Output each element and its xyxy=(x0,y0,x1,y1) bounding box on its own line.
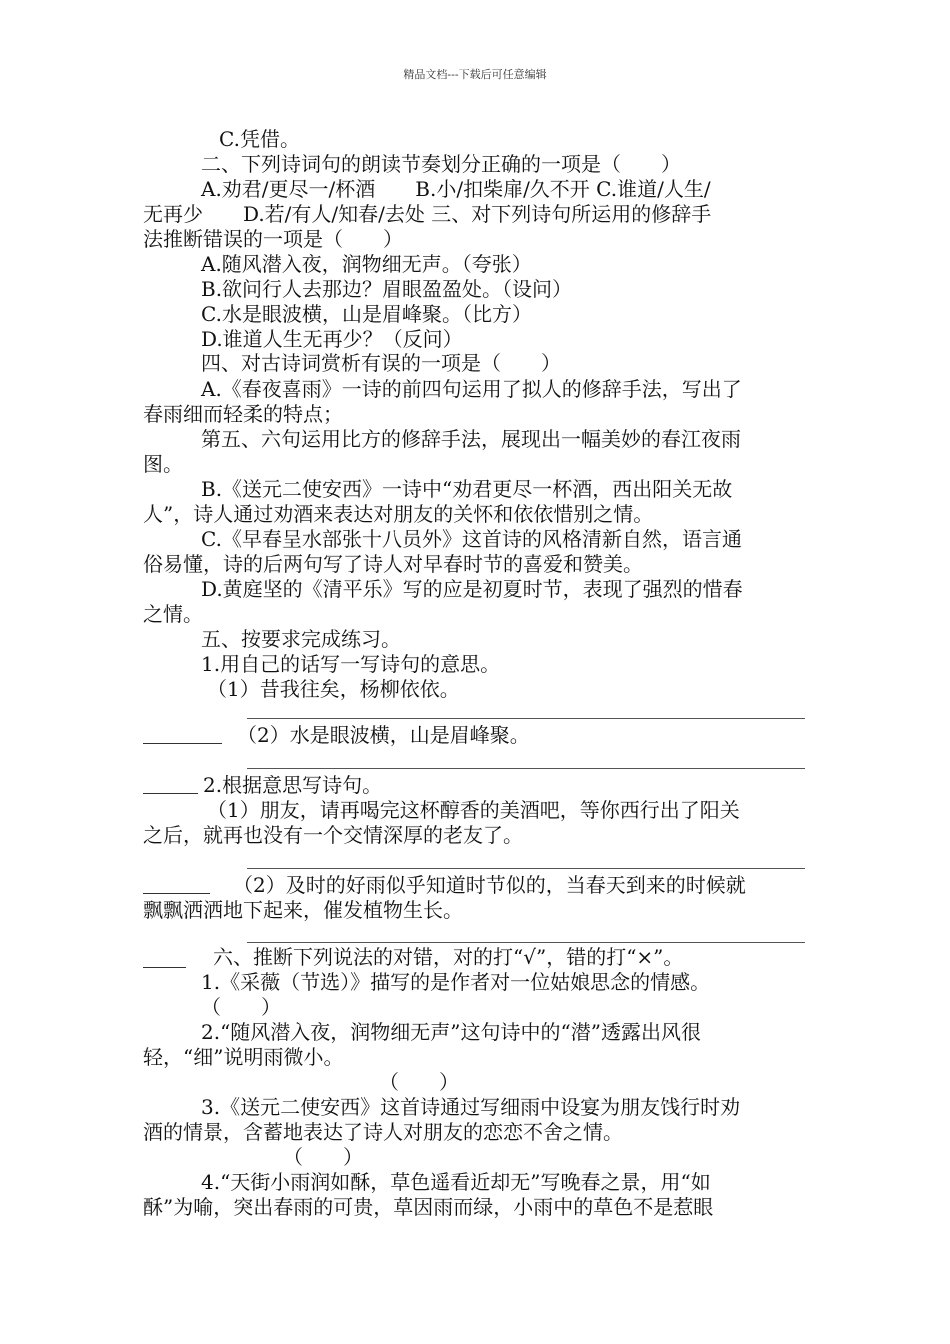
section-heading: 四、对古诗词赏析有误的一项是（ ） xyxy=(201,351,561,375)
text-line: （1）昔我往矣，杨柳依依。 xyxy=(207,677,460,701)
section-heading: 二、下列诗词句的朗读节奏划分正确的一项是（ ） xyxy=(201,152,681,176)
text-line: 1.《采薇（节选）》描写的是作者对一位姑娘思念的情感。 xyxy=(201,970,711,994)
text-line: 1.用自己的话写一写诗句的意思。 xyxy=(201,652,501,676)
text-line: 酥”为喻，突出春雨的可贵，草因雨而绿，小雨中的草色不是惹眼 xyxy=(143,1195,714,1219)
option-line: C.水是眼波横，山是眉峰聚。（比方） xyxy=(201,302,532,326)
section-heading: 五、按要求完成练习。 xyxy=(201,627,401,651)
section-heading: 六、推断下列说法的对错，对的打“√”，错的打“×”。 xyxy=(213,945,684,969)
text-line: 人”，诗人通过劝酒来表达对朋友的关怀和依依惜别之情。 xyxy=(143,502,654,526)
text-line: （1）朋友，请再喝完这杯醇香的美酒吧，等你西行出了阳关 xyxy=(207,798,740,822)
answer-blank[interactable] xyxy=(143,793,198,794)
answer-bracket[interactable]: （ ） xyxy=(379,1070,459,1094)
answer-blank[interactable] xyxy=(143,967,186,968)
text-line: A.劝君/更尽一/杯酒 B.小/扣柴扉/久不开 C.谁道/人生/ xyxy=(201,177,711,201)
text-line: 3.《送元二使安西》这首诗通过写细雨中设宴为朋友饯行时劝 xyxy=(201,1095,741,1119)
answer-bracket[interactable]: （ ） xyxy=(283,1145,363,1169)
option-line: A.《春夜喜雨》一诗的前四句运用了拟人的修辞手法，写出了 xyxy=(201,377,742,401)
text-line: 2.“随风潜入夜，润物细无声”这句诗中的“潜”透露出风很 xyxy=(201,1020,701,1044)
page-header: 精品文档---下载后可任意编辑 xyxy=(403,68,547,81)
text-line: C.凭借。 xyxy=(219,127,300,151)
answer-blank[interactable] xyxy=(143,893,210,894)
text-line: 4.“天街小雨润如酥，草色遥看近却无”写晚春之景，用“如 xyxy=(201,1170,711,1194)
answer-line[interactable] xyxy=(247,768,805,769)
answer-blank[interactable] xyxy=(143,743,222,744)
text-line: 酒的情景，含蓄地表达了诗人对朋友的恋恋不舍之情。 xyxy=(143,1120,623,1144)
text-line: 之后，就再也没有一个交情深厚的老友了。 xyxy=(143,823,523,847)
text-line: 轻，“细”说明雨微小。 xyxy=(143,1045,344,1069)
text-line: 俗易懂，诗的后两句写了诗人对早春时节的喜爱和赞美。 xyxy=(143,552,643,576)
text-line: （2）水是眼波横，山是眉峰聚。 xyxy=(237,723,530,747)
option-line: B.《送元二使安西》一诗中“劝君更尽一杯酒，西出阳关无故 xyxy=(201,477,733,501)
option-line: B.欲问行人去那边？眉眼盈盈处。（设问） xyxy=(201,277,573,301)
text-line: 之情。 xyxy=(143,602,203,626)
text-line: 无再少 D.若/有人/知春/去处 三、对下列诗句所运用的修辞手 xyxy=(143,202,712,226)
text-line: 第五、六句运用比方的修辞手法，展现出一幅美妙的春江夜雨 xyxy=(201,427,741,451)
option-line: D.谁道人生无再少？（反问） xyxy=(201,327,463,351)
text-line: 春雨细而轻柔的特点； xyxy=(143,402,343,426)
answer-bracket[interactable]: （ ） xyxy=(201,995,281,1019)
answer-line[interactable] xyxy=(247,942,805,943)
text-line: 飘飘洒洒地下起来，催发植物生长。 xyxy=(143,898,463,922)
text-line: 图。 xyxy=(143,452,183,476)
answer-line[interactable] xyxy=(247,718,805,719)
text-line: 法推断错误的一项是（ ） xyxy=(143,227,403,251)
text-line: 2.根据意思写诗句。 xyxy=(203,773,383,797)
option-line: D.黄庭坚的《清平乐》写的应是初夏时节，表现了强烈的惜春 xyxy=(201,577,743,601)
answer-line[interactable] xyxy=(247,868,805,869)
option-line: C.《早春呈水部张十八员外》这首诗的风格清新自然，语言通 xyxy=(201,527,742,551)
text-line: （2）及时的好雨似乎知道时节似的，当春天到来的时候就 xyxy=(233,873,746,897)
option-line: A.随风潜入夜，润物细无声。（夸张） xyxy=(201,252,532,276)
